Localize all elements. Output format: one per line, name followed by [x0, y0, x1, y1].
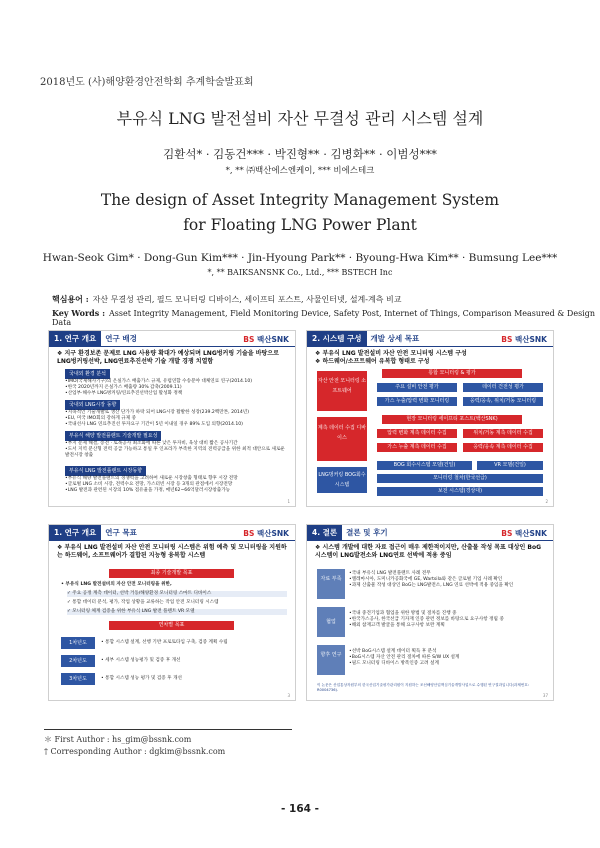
title-en-line2: for Floating LNG Power Plant	[183, 216, 417, 234]
label-lack-data: 자료 부족	[317, 569, 345, 599]
company-logo: BS 백산SNK	[501, 529, 547, 538]
box: 응력/응속 계측 데이터 수집	[463, 443, 543, 452]
conclusion-text: •국내 부유식 LNG 발전플랜트 사례 전무 •엘레마시아, 도미니카공화국에 GE, Wartsila와 같은 글로벌 기업 사례 확인 •과제 산출물 작성 대상인 BoG는 LNG발전소, LNG 연료 선박에 적용 중임을 확인	[349, 571, 514, 589]
slide-bullet: ❖ 부유식 LNG 발전설비 자산 안전 모니터링 시스템은 위험 예측 및 모니터링을 지원하는 하드웨어, 소프트웨어가 결합된 지능형 융복합 시스템	[57, 544, 287, 559]
slide-bullet: ❖ 지구 환경보존 문제로 LNG 사용량 확대가 예상되며 LNG벙커링 기술을 바탕으로 LNG벙커링선박, LNG연료추진선박 기술 개발 경쟁 치열함	[57, 350, 279, 365]
affiliations-english: *, ** BAIKSANSNK Co., Ltd., *** BSTECH Inc	[207, 268, 393, 277]
paper-title-korean: 부유식 LNG 발전설비 자산 무결성 관리 시스템 설계	[116, 109, 484, 128]
footnote-first-author: ＊ First Author : hs_gim@bssnk.com	[44, 735, 192, 744]
keywords-en-text: Asset Integrity Management, Field Monitoring Device, Safety Post, Internet of Things, Comparison Measured & Design Data	[52, 309, 596, 327]
company-logo: BS 백산SNK	[243, 335, 289, 344]
paper-title-english	[0, 188, 600, 238]
authors-english: Hwan-Seok Gim* · Dong-Gun Kim*** · Jin-Hyoung Park** · Byoung-Hwa Kim** · Bumsung Lee***	[42, 252, 558, 264]
label-collaboration: 협업	[317, 607, 345, 637]
keywords-ko-label: 핵심용어 :	[52, 294, 89, 304]
company-logo: BS 백산SNK	[243, 529, 289, 538]
year-label: 3차년도	[61, 673, 95, 685]
box: 위치/거동 계측 데이터 수집	[463, 429, 543, 438]
section-text: •부지 문제 해결, 송전 · 토목공사 최소화에 따른 낮은 투자비, 육상 대비 짧은 공사기간 •도서 지역 분산형 전력 공급 가능하고 통일 후 인프라가 부족한 지역의 전력공급을 위한 최적 대안으로 새로운 발전시장 창출	[65, 441, 285, 459]
footnote-corresponding-author: † Corresponding Author : dgkim@bssnk.com	[44, 747, 226, 756]
year-text: • 통합 시스템 성능 평가 및 검증 후 개선	[101, 676, 182, 681]
slide-bullet: ❖ 시스템 개발에 대한 자료 접근이 매우 제한적이지만, 산출물 작성 목표 대상인 BoG시스템이 LNG발전소와 LNG연료 선박에 적용 중임	[315, 544, 542, 559]
year-text: • 세부 시스템 성능평가 및 검증 후 개선	[101, 658, 181, 663]
box-annual-goal: 연차별 목표	[109, 621, 234, 630]
goal-item: ✓ 주요 공정 계측 데이터, 선박 거동/해양환경 모니터링 스마트 디바이스	[67, 591, 287, 597]
slide-page-number: 37	[542, 693, 548, 698]
box: 보전 시스템(경상대)	[377, 487, 543, 496]
label-monitoring-software: 자산 안전 모니터링 소프트웨어	[317, 371, 367, 411]
year-label: 2차년도	[61, 655, 95, 667]
year-label: 1차년도	[61, 637, 95, 649]
slide-research-goal	[48, 524, 296, 701]
slide-bullet: ❖ 하드웨어/소프트웨어 유복합 형태로 구성	[315, 358, 430, 365]
box-integrated-monitoring: 통합 모니터링 & 평가	[382, 369, 522, 378]
section-text: •지속적인 기술개발로 생산 단가가 하락 되어 LNG시장 활발한 성장(239.2백만톤, 2014년) •EU, 미국 IMO회의 강하게 규제 중 •국내선사 LNG 연료추진선 투자요구 기간이 5년 이내일 경우 89% 도입 의향(2014.10)	[65, 410, 249, 428]
company-logo: BS 백산SNK	[501, 335, 547, 344]
box: 가스 누출 계측 데이터 수집	[377, 443, 457, 452]
slide-page-number: 1	[287, 499, 290, 504]
page-number: - 164 -	[281, 803, 319, 815]
goal-title: • 부유식 LNG 발전설비의 자산 안전 모니터링을 위한,	[61, 582, 172, 587]
slide-bullet: ❖ 부유식 LNG 발전설비 자산 안전 모니터링 시스템 구성	[315, 350, 467, 357]
label-data-device: 계측 데이터 수집 디바이스	[317, 417, 367, 461]
slide-subtitle: 연구 배경	[105, 334, 137, 343]
slide-system-configuration	[306, 330, 554, 507]
box: VR 모델(건일)	[477, 461, 543, 470]
acknowledgement-note: 이 논문은 산업통상자원부의 한국산업기술평가관리원이 지원하는 조선해양산업핵심기술개발사업으로 수행된 연구결과입니다(과제번호: R0004736).	[317, 683, 529, 692]
keywords-ko-text: 자산 무결성 관리, 필드 모니터링 디바이스, 세이프티 포스트, 사물인터넷, 설계-계측 비교	[92, 295, 402, 304]
box-safety-post: 현장 모니터링 세이프티 포스트(백산SNK)	[382, 415, 522, 424]
slide-research-background	[48, 330, 296, 507]
keywords-korean	[52, 294, 401, 305]
authors-korean: 김환석* · 김동건*** · 박진형** · 김병화** · 이범성***	[163, 147, 437, 161]
year-text: • 통합 시스템 설계, 선행 기반 프로토타입 구축, 검증 계획 수립	[101, 640, 228, 645]
slide-subtitle: 결론 및 후기	[346, 528, 388, 537]
slide-page-number: 3	[287, 693, 290, 698]
affiliations-korean: *, ** ㈜백산에스엔케이, *** 비에스테크	[225, 166, 375, 176]
slide-subtitle: 개발 상세 목표	[370, 334, 420, 343]
conference-note: 2018년도 (사)해양환경안전학회 추계학술발표회	[40, 77, 254, 88]
box: 주요 설비 안전 평가	[377, 383, 457, 392]
box: BOG 회수시스템 모델(건일)	[377, 461, 472, 470]
goal-item: ✓ 통합 데이터 분석, 평가, 작업 상황을 교류하는 작업 안전 모니터링 시스템	[67, 600, 219, 605]
section-bar: 국내외 환경 분석	[65, 369, 110, 379]
section-bar: 부유식 해양 발전플랜트 기술개발 필요성	[65, 431, 161, 441]
slide-section-number: 1. 연구 개요	[49, 331, 101, 346]
slide-subtitle: 연구 목표	[105, 528, 137, 537]
footnote-divider	[44, 729, 292, 730]
keywords-en-label: Key Words :	[52, 308, 106, 318]
slide-section-number: 4. 결론	[307, 525, 342, 540]
box: 가스 누출/압력 변화 모니터링	[377, 397, 457, 406]
slide-section-number: 1. 연구 개요	[49, 525, 101, 540]
slide-section-number: 2. 시스템 구성	[307, 331, 367, 346]
box: 압력 변화 계측 데이터 수집	[377, 429, 457, 438]
slide-page-number: 2	[545, 499, 548, 504]
conclusion-text: •선박 BoG시스템 설계 데이터 획득 후 분석 •BoG시스템 자산 안전 관리 절차에 따른 S/W UX 설계 •필드 모니터링 디바이스 방폭인증 고려 설계	[349, 649, 460, 667]
title-en-line1: The design of Asset Integrity Management System	[100, 191, 500, 209]
box: 모니터링 철차(한국선급)	[377, 474, 543, 483]
slide-conclusion	[306, 524, 554, 701]
box: 응력/응속, 위치/거동 모니터링	[463, 397, 543, 406]
section-bar: 부유식 LNG 발전플랜트 시장동향	[65, 466, 146, 476]
section-bar: 국내외 LNG시장 동향	[65, 400, 120, 410]
label-future-research: 향후 연구	[317, 645, 345, 675]
box: 데이터 건전성 평가	[463, 383, 543, 392]
section-text: •부유식 해양 발전플랜트의 경쟁력을 고려하여 새로운 시장창출 형태로 향후 시장 전망 •글로벌 LNG 소비 시장, 전력수요 전망, 가스터빈 시장 등 3개의 관점에서 시장전망 •LNG 발전과 관련된 시장의 10% 점유율을 가정, 매년62~66억달러시장창출가능	[65, 476, 238, 494]
keywords-english	[52, 308, 600, 327]
section-text: •IMO(국제해사기구)의 온실가스 배출가스 규제, 유럽연합 수송분야 대체연료 연구(2014.10) •한국 2020년까지 온실가스 배출량 30% 감축(2009.11) •산업부·해수부 LNG벙커링/연료추진선박산업 활성화 정책	[65, 379, 253, 397]
label-bog-system: LNG벙커링 BOG회수시스템	[317, 467, 367, 493]
goal-item: ✓ 모니터링 체계 검증을 위한 부유식 LNG 발전 플랜트 VR 모델	[67, 609, 287, 615]
conclusion-text: •국내 중견기업과 협업을 위한 방법 및 절차를 진행 중 •한국가스공사, 한국선급 기자재 인증 관련 정보를 바탕으로 요구사항 정립 중 •해외 참재고객 발굴을 통해 요구사항 보완 계획	[349, 611, 504, 629]
box-final-goal: 최종 기술개발 목표	[109, 569, 234, 578]
